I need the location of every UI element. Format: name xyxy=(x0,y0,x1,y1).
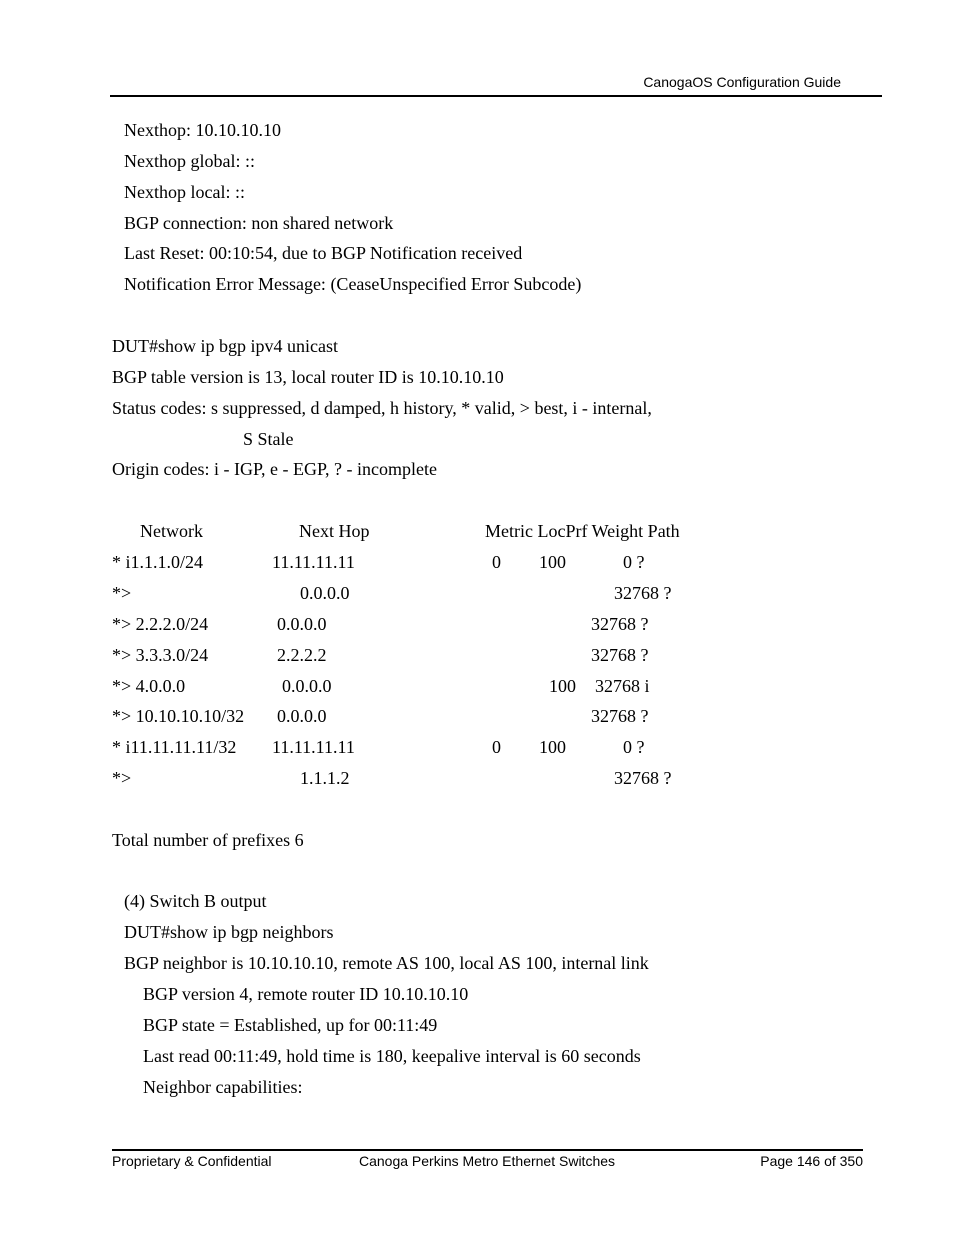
row-weight-path: 0 ? xyxy=(623,552,645,572)
header-rule xyxy=(110,95,882,97)
row-network: *> 2.2.2.0/24 xyxy=(112,614,209,634)
row-next-hop: 11.11.11.11 xyxy=(272,737,355,757)
last-reset-line: Last Reset: 00:10:54, due to BGP Notification received xyxy=(124,243,523,263)
col-header-next-hop: Next Hop xyxy=(299,521,370,541)
row-locprf: 100 xyxy=(549,676,576,696)
row-weight-path: 32768 ? xyxy=(591,645,649,665)
footer-left: Proprietary & Confidential xyxy=(112,1153,272,1169)
row-weight-path: 32768 ? xyxy=(591,614,649,634)
row-network: * i11.11.11.11/32 xyxy=(112,737,237,757)
row-weight-path: 32768 ? xyxy=(614,583,672,603)
row-network: *> 3.3.3.0/24 xyxy=(112,645,209,665)
row-locprf: 100 xyxy=(539,552,566,572)
row-metric: 0 xyxy=(492,552,501,572)
nexthop-line: Nexthop: 10.10.10.10 xyxy=(124,120,281,140)
switch-b-heading: (4) Switch B output xyxy=(124,891,267,911)
status-codes-cont-line: S Stale xyxy=(243,429,294,449)
row-next-hop: 0.0.0.0 xyxy=(277,706,327,726)
status-codes-line: Status codes: s suppressed, d damped, h history, * valid, > best, i - internal, xyxy=(112,398,652,418)
notification-error-line: Notification Error Message: (CeaseUnspecified Error Subcode) xyxy=(124,274,582,294)
nexthop-global-line: Nexthop global: :: xyxy=(124,151,255,171)
col-header-metric-locprf-weight-path: Metric LocPrf Weight Path xyxy=(485,521,680,541)
switch-b-neighbor-line: BGP neighbor is 10.10.10.10, remote AS 100, local AS 100, internal link xyxy=(124,953,649,973)
row-metric: 0 xyxy=(492,737,501,757)
row-next-hop: 1.1.1.2 xyxy=(300,768,350,788)
footer-page-number: Page 146 of 350 xyxy=(760,1153,863,1169)
nexthop-local-line: Nexthop local: :: xyxy=(124,182,245,202)
row-network: *> 4.0.0.0 xyxy=(112,676,186,696)
row-locprf: 100 xyxy=(539,737,566,757)
switch-b-detail-line: BGP version 4, remote router ID 10.10.10.10 xyxy=(143,984,469,1004)
total-prefixes-line: Total number of prefixes 6 xyxy=(112,830,304,850)
bgp-connection-line: BGP connection: non shared network xyxy=(124,213,394,233)
row-network: *> xyxy=(112,768,132,788)
origin-codes-line: Origin codes: i - IGP, e - EGP, ? - incomplete xyxy=(112,459,437,479)
row-next-hop: 0.0.0.0 xyxy=(277,614,327,634)
row-network: *> 10.10.10.10/32 xyxy=(112,706,245,726)
row-network: * i1.1.1.0/24 xyxy=(112,552,204,572)
header-title: CanogaOS Configuration Guide xyxy=(643,74,841,90)
row-weight-path: 32768 ? xyxy=(591,706,649,726)
footer-rule xyxy=(112,1149,863,1151)
switch-b-detail-line: Neighbor capabilities: xyxy=(143,1077,303,1097)
footer-center: Canoga Perkins Metro Ethernet Switches xyxy=(359,1153,616,1169)
bgp-version-line: BGP table version is 13, local router ID is 10.10.10.10 xyxy=(112,367,504,387)
col-header-network: Network xyxy=(140,521,203,541)
row-next-hop: 11.11.11.11 xyxy=(272,552,355,572)
row-weight-path: 32768 ? xyxy=(614,768,672,788)
switch-b-detail-line: Last read 00:11:49, hold time is 180, keepalive interval is 60 seconds xyxy=(143,1046,641,1066)
row-next-hop: 0.0.0.0 xyxy=(300,583,350,603)
row-weight-path: 32768 i xyxy=(595,676,650,696)
row-next-hop: 2.2.2.2 xyxy=(277,645,327,665)
row-weight-path: 0 ? xyxy=(623,737,645,757)
bgp-command-line: DUT#show ip bgp ipv4 unicast xyxy=(112,336,338,356)
row-network: *> xyxy=(112,583,132,603)
switch-b-detail-line: BGP state = Established, up for 00:11:49 xyxy=(143,1015,438,1035)
row-next-hop: 0.0.0.0 xyxy=(282,676,332,696)
switch-b-command: DUT#show ip bgp neighbors xyxy=(124,922,334,942)
